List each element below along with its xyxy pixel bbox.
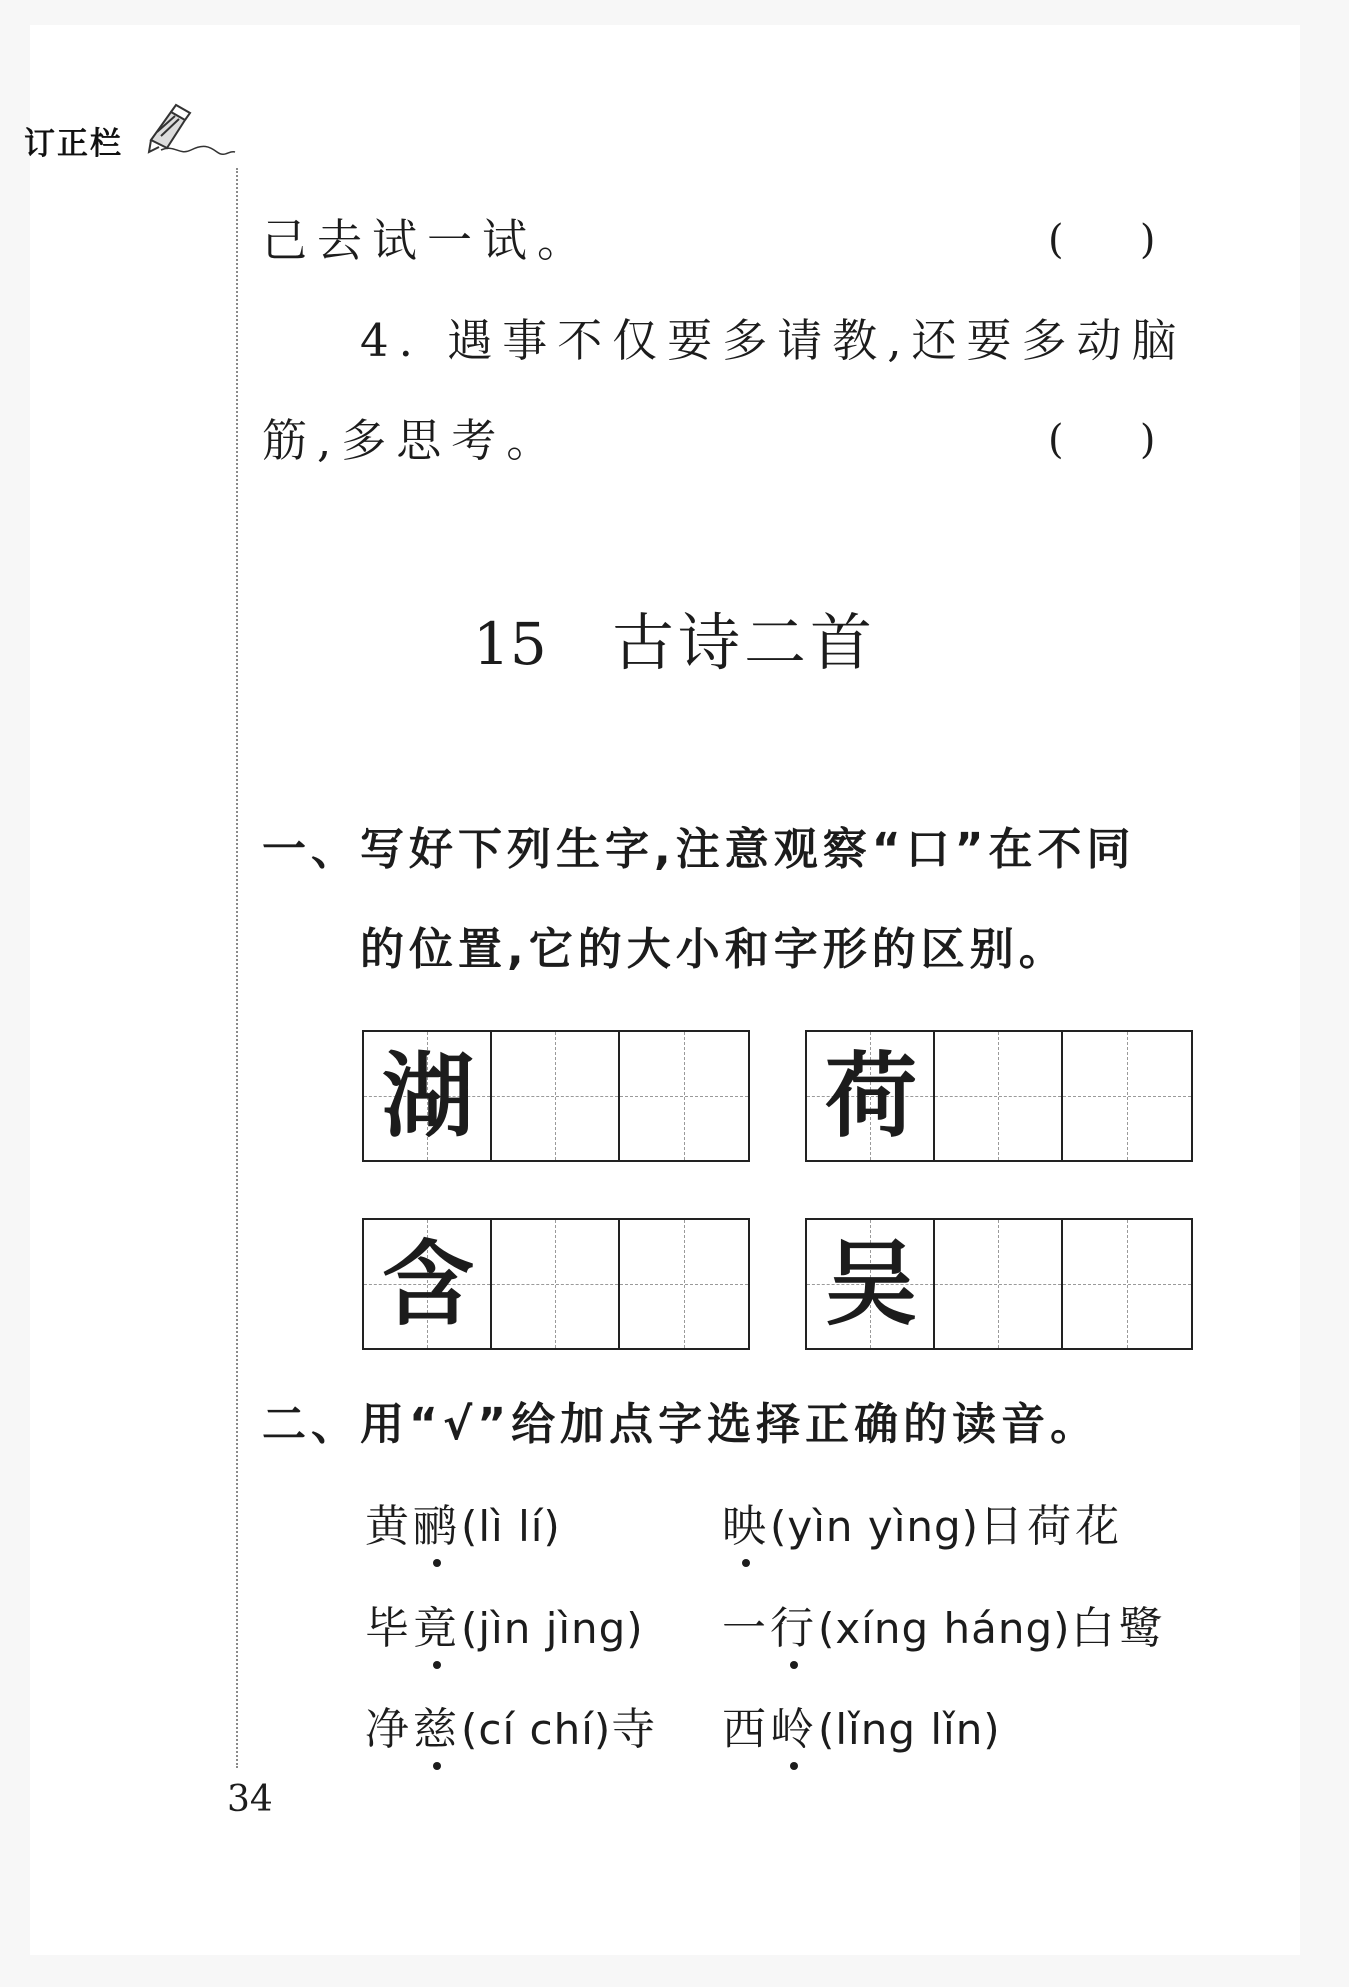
pinyin-item: 黄鹂(lì lí) bbox=[365, 1501, 561, 1552]
pinyin-options[interactable]: (xíng háng) bbox=[818, 1604, 1071, 1653]
pinyin-item: 西岭(lǐng lǐn) bbox=[722, 1704, 1001, 1755]
dotted-character: 竟 bbox=[413, 1603, 461, 1654]
grid-cell-blank[interactable] bbox=[620, 1032, 748, 1160]
grid-cell-blank[interactable] bbox=[492, 1220, 620, 1348]
grid-cell-blank[interactable] bbox=[1063, 1220, 1191, 1348]
section1-heading-line2: 的位置,它的大小和字形的区别。 bbox=[360, 924, 1068, 975]
grid-cell-blank[interactable] bbox=[935, 1220, 1063, 1348]
pinyin-options[interactable]: (yìn yìng) bbox=[770, 1502, 980, 1551]
dotted-character: 慈 bbox=[413, 1704, 461, 1755]
pinyin-options[interactable]: (jìn jìng) bbox=[461, 1604, 644, 1653]
pinyin-options[interactable]: (cí chí) bbox=[461, 1705, 612, 1754]
lesson-name: 古诗二首 bbox=[611, 606, 876, 679]
page-number: 34 bbox=[227, 1779, 273, 1820]
model-character: 含 bbox=[381, 1230, 474, 1338]
grid-cell-blank[interactable] bbox=[492, 1032, 620, 1160]
pinyin-item: 净慈(cí chí)寺 bbox=[365, 1704, 660, 1755]
writing-grid-hu bbox=[362, 1030, 750, 1162]
writing-grid-he bbox=[805, 1030, 1193, 1162]
pinyin-item: 毕竟(jìn jìng) bbox=[365, 1603, 644, 1654]
section1-heading-line1: 一、写好下列生字,注意观察“口”在不同 bbox=[262, 824, 1136, 875]
grid-cell-blank[interactable] bbox=[935, 1032, 1063, 1160]
grid-cell-model bbox=[807, 1220, 935, 1348]
pinyin-item: 一行(xíng háng)白鹭 bbox=[722, 1603, 1167, 1654]
grid-cell-model bbox=[807, 1032, 935, 1160]
pencil-icon bbox=[145, 100, 237, 160]
model-character: 荷 bbox=[824, 1042, 917, 1150]
correction-column-label: 订正栏 bbox=[24, 126, 123, 162]
answer-paren-4[interactable]: ( ) bbox=[1048, 417, 1156, 463]
dotted-character: 岭 bbox=[770, 1704, 818, 1755]
writing-grid-han bbox=[362, 1218, 750, 1350]
pinyin-options[interactable]: (lǐng lǐn) bbox=[818, 1705, 1001, 1754]
lesson-title bbox=[0, 606, 1349, 679]
grid-cell-blank[interactable] bbox=[1063, 1032, 1191, 1160]
answer-paren-3[interactable]: ( ) bbox=[1048, 217, 1156, 263]
model-character: 湖 bbox=[381, 1042, 474, 1150]
lesson-number: 15 bbox=[473, 610, 547, 678]
writing-grid-wu bbox=[805, 1218, 1193, 1350]
pinyin-options[interactable]: (lì lí) bbox=[461, 1502, 561, 1551]
question-4: 4. 遇事不仅要多请教,还要多动脑 bbox=[360, 314, 1187, 367]
margin-dotted-line bbox=[236, 168, 238, 1768]
grid-cell-blank[interactable] bbox=[620, 1220, 748, 1348]
grid-cell-model bbox=[364, 1220, 492, 1348]
model-character: 吴 bbox=[824, 1230, 917, 1338]
question-4-tail: 筋,多思考。 bbox=[262, 414, 562, 467]
section2-heading: 二、用“√”给加点字选择正确的读音。 bbox=[262, 1399, 1100, 1450]
question-3-tail: 己去试一试。 bbox=[262, 214, 593, 267]
pinyin-item: 映(yìn yìng)日荷花 bbox=[722, 1501, 1124, 1552]
dotted-character: 行 bbox=[770, 1603, 818, 1654]
dotted-character: 映 bbox=[722, 1501, 770, 1552]
dotted-character: 鹂 bbox=[413, 1501, 461, 1552]
grid-cell-model bbox=[364, 1032, 492, 1160]
